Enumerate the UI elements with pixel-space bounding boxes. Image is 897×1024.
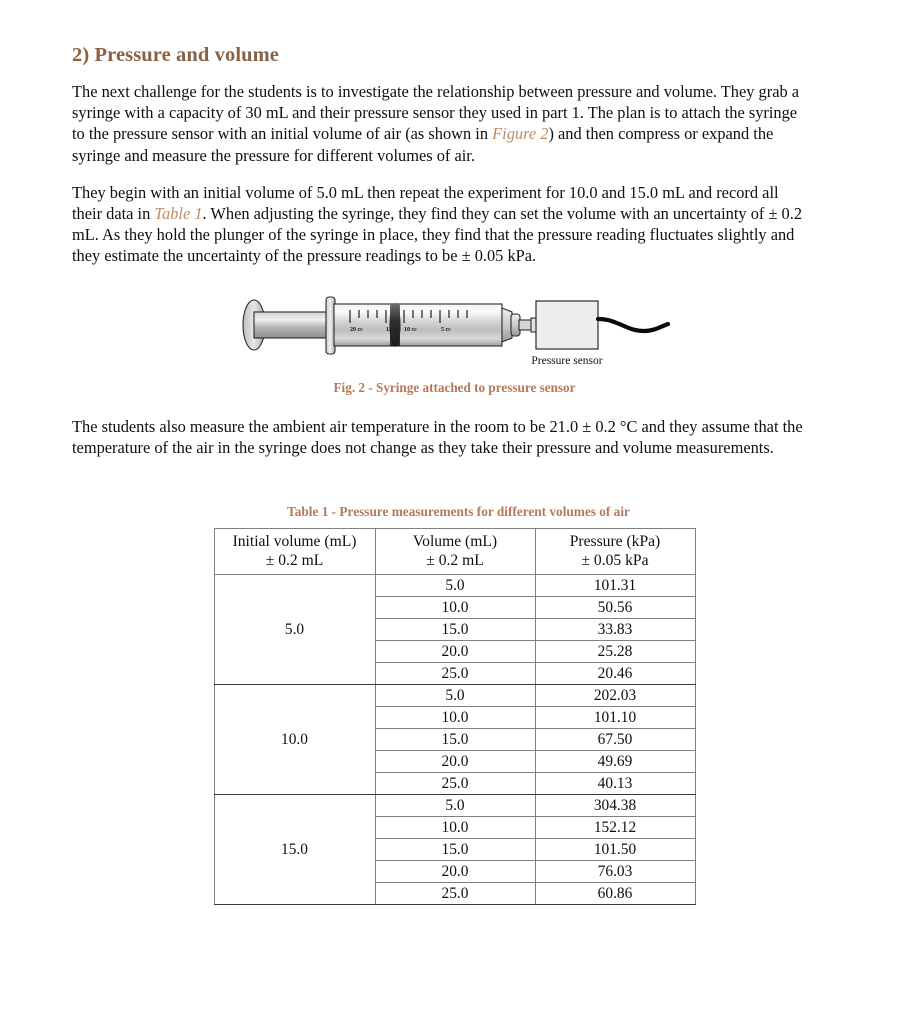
header-pressure-line2: ± 0.05 kPa	[581, 552, 649, 570]
group-initial-volume: 5.0	[214, 575, 375, 685]
cell-pressure: 40.13	[535, 773, 695, 795]
cell-volume: 5.0	[375, 685, 535, 707]
cell-volume: 5.0	[375, 795, 535, 817]
cell-volume: 20.0	[375, 861, 535, 883]
scale-label-5cc: 5 cc	[440, 326, 451, 333]
paragraph-method-text-after: . When adjusting the syringe, they find they can set the volume with an uncertainty of ± 0.2 mL. As they hold the plunger of the syringe in place, they find that the pressure reading fluctuates slightly and they estimate the uncertainty of the pressure readings to be ± 0.05 kPa.	[72, 204, 803, 266]
table-row	[214, 685, 695, 707]
cell-pressure: 304.38	[535, 795, 695, 817]
syringe-nozzle	[519, 320, 532, 330]
cell-volume: 25.0	[375, 883, 535, 905]
cell-volume: 10.0	[375, 707, 535, 729]
group-initial-volume: 10.0	[214, 685, 375, 795]
table-row	[214, 795, 695, 817]
cell-pressure: 101.50	[535, 839, 695, 861]
pressure-measurements-table	[214, 528, 696, 905]
table-row	[214, 575, 695, 597]
table-header	[214, 529, 695, 575]
cell-volume: 10.0	[375, 817, 535, 839]
cell-pressure: 33.83	[535, 619, 695, 641]
table-cross-reference[interactable]: Table 1	[154, 204, 203, 224]
cell-volume: 15.0	[375, 729, 535, 751]
cell-volume: 25.0	[375, 773, 535, 795]
cell-volume: 20.0	[375, 751, 535, 773]
header-volume-line1: Volume (mL)	[412, 533, 498, 551]
header-pressure-line1: Pressure (kPa)	[569, 533, 661, 551]
group-initial-volume: 15.0	[214, 795, 375, 905]
cell-volume: 15.0	[375, 619, 535, 641]
paragraph-intro-text-before: The next challenge for the students is to investigate the relationship between pressure and volume. They grab a syringe with a capacity of 30 mL and their pressure sensor they used in part 1. The plan is to attach the syringe to the pressure sensor with an initial volume of air (as shown in	[72, 82, 800, 144]
cell-pressure: 202.03	[535, 685, 695, 707]
plunger-seal-band	[390, 304, 400, 346]
paragraph-temperature: The students also measure the ambient air temperature in the room to be 21.0 ± 0.2 °C and they assume that the temperature of the air in the syringe does not change as they take their pressure and volume measurements.	[72, 416, 803, 457]
scale-label-20cc: 20 cc	[349, 326, 363, 333]
cell-pressure: 25.28	[535, 641, 695, 663]
cell-pressure: 101.31	[535, 575, 695, 597]
header-pressure	[535, 529, 695, 575]
cell-pressure: 152.12	[535, 817, 695, 839]
paragraph-intro	[72, 81, 812, 166]
pressure-sensor-box	[536, 301, 598, 349]
table-header-row	[214, 529, 695, 575]
scale-label-15cc: 15 cc	[385, 326, 399, 333]
cell-pressure: 60.86	[535, 883, 695, 905]
cell-volume: 15.0	[375, 839, 535, 861]
table-body	[214, 575, 695, 905]
cell-pressure: 50.56	[535, 597, 695, 619]
cell-pressure: 101.10	[535, 707, 695, 729]
paragraph-intro-text-after: ) and then compress or expand the syringe and measure the pressure for different volumes of air.	[72, 124, 774, 165]
cell-volume: 20.0	[375, 641, 535, 663]
paragraph-method	[72, 182, 812, 267]
cell-volume: 5.0	[375, 575, 535, 597]
pressure-sensor-label: Pressure sensor	[530, 354, 603, 367]
cell-pressure: 20.46	[535, 663, 695, 685]
sensor-cable	[598, 319, 668, 331]
header-initial-volume-line1: Initial volume (mL)	[232, 533, 357, 551]
section-heading: 2) Pressure and volume	[72, 44, 280, 66]
cell-volume: 10.0	[375, 597, 535, 619]
cell-volume: 25.0	[375, 663, 535, 685]
cell-pressure: 49.69	[535, 751, 695, 773]
figure-2	[72, 283, 837, 396]
paragraph-method-text-before: They begin with an initial volume of 5.0 mL then repeat the experiment for 10.0 and 15.0 mL and record all their data in	[72, 182, 779, 224]
cell-pressure: 67.50	[535, 729, 695, 751]
figure-caption: Fig. 2 - Syringe attached to pressure sensor	[333, 379, 576, 395]
header-volume	[375, 529, 535, 575]
header-volume-line2: ± 0.2 mL	[426, 552, 484, 570]
scale-label-10cc: 10 cc	[403, 326, 417, 333]
plunger-shaft	[254, 312, 330, 338]
table-caption: Table 1 - Pressure measurements for different volumes of air	[287, 504, 630, 520]
cell-pressure: 76.03	[535, 861, 695, 883]
header-initial-volume-line2: ± 0.2 mL	[265, 552, 324, 570]
syringe-diagram	[240, 283, 670, 368]
figure-cross-reference[interactable]: Figure 2	[492, 124, 549, 144]
header-initial-volume	[214, 529, 375, 575]
